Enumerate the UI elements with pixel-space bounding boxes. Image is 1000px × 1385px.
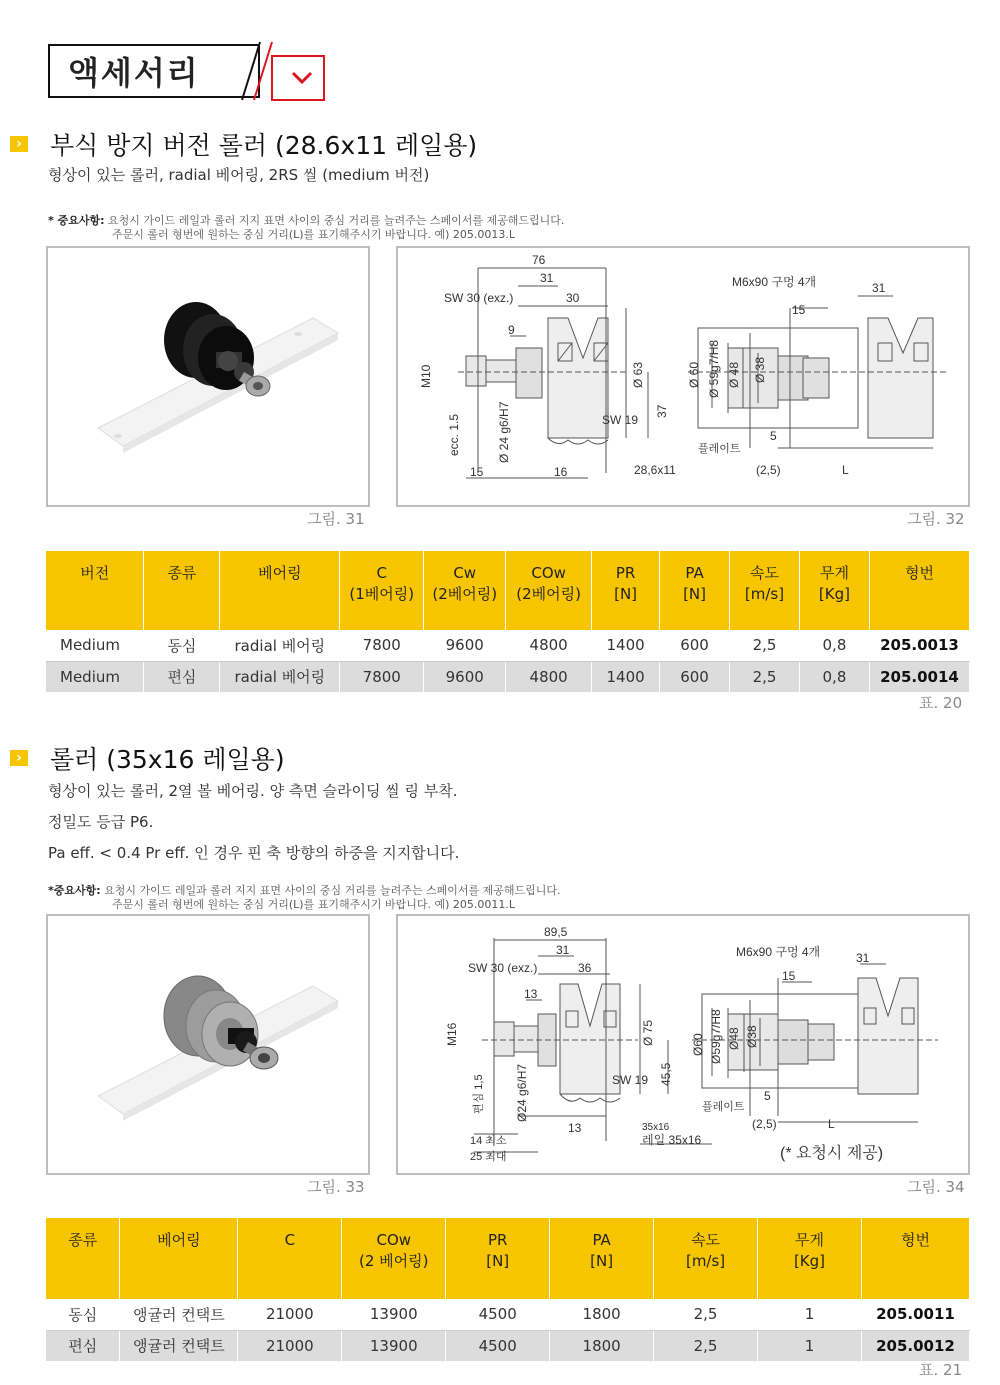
roller-photo-illustration xyxy=(48,916,368,1173)
table-21-caption: 표. 21 xyxy=(919,1361,963,1379)
dim-37: 37 xyxy=(655,404,669,418)
dim-min: 14 최소 xyxy=(470,1135,507,1147)
section-marker-icon: › xyxy=(10,136,28,152)
dim-13b: 13 xyxy=(568,1121,582,1135)
dim-r5: 5 xyxy=(770,429,777,443)
section-1-desc: 형상이 있는 롤러, radial 베어링, 2RS 씰 (medium 버전) xyxy=(48,166,430,184)
page-title: 액세서리 xyxy=(48,44,260,98)
dim-r60: Ø 60 xyxy=(687,361,701,388)
dim-15: 15 xyxy=(470,465,484,479)
table-cell: 2,5 xyxy=(654,1330,758,1361)
table-header-cell: PR [N] xyxy=(592,551,660,630)
table-cell: 21000 xyxy=(238,1299,342,1330)
section-2-note xyxy=(48,884,561,912)
figure-33-caption: 그림. 33 xyxy=(307,1178,365,1196)
table-header-cell: PA [N] xyxy=(660,551,730,630)
dim-r25: (2,5) xyxy=(752,1117,777,1131)
dim-sw19: SW 19 xyxy=(602,413,639,427)
table-header-cell: PR [N] xyxy=(446,1218,550,1299)
table-header-cell: 속도 [m/s] xyxy=(654,1218,758,1299)
table-cell: 앵귤러 컨택트 xyxy=(120,1299,238,1330)
table-cell: 4500 xyxy=(446,1299,550,1330)
dim-13: 13 xyxy=(524,987,538,1001)
note-line: 주문시 롤러 형번에 원하는 중심 거리(L)를 표기해주시기 바랍니다. 예) 205.0011.L xyxy=(112,898,515,911)
section-2-title-row xyxy=(10,740,285,776)
dim-r38: Ø 38 xyxy=(753,356,767,383)
table-cell: 600 xyxy=(660,630,730,661)
dim-76: 76 xyxy=(532,253,546,267)
table-header-cell: 종류 xyxy=(144,551,220,630)
table-cell: 0,8 xyxy=(799,661,869,692)
table-cell: 600 xyxy=(660,661,730,692)
table-cell: 0,8 xyxy=(799,630,869,661)
table-20 xyxy=(46,551,970,692)
dim-max: 25 최대 xyxy=(470,1151,507,1163)
section-2-title: 롤러 (35x16 레일용) xyxy=(50,745,285,774)
request-note: (* 요청시 제공) xyxy=(780,1145,884,1162)
table-cell: 2,5 xyxy=(730,661,800,692)
table-cell: 1800 xyxy=(550,1330,654,1361)
table-cell: 동심 xyxy=(46,1299,120,1330)
dim-16: 16 xyxy=(554,465,568,479)
dim-r5: 5 xyxy=(764,1089,771,1103)
dim-ecc: ecc. 1.5 xyxy=(447,413,461,456)
table-header-row xyxy=(46,551,970,630)
table-header-cell: C (1베어링) xyxy=(340,551,424,630)
table-20-caption: 표. 20 xyxy=(919,694,963,712)
dim-36: 36 xyxy=(578,961,592,975)
table-cell: 9600 xyxy=(424,630,506,661)
section-2-desc xyxy=(48,776,459,869)
section-1-title-row xyxy=(10,126,477,162)
table-cell: 편심 xyxy=(144,661,220,692)
dim-m10: M10 xyxy=(419,364,433,388)
table-header-cell: C xyxy=(238,1218,342,1299)
figure-31-caption: 그림. 31 xyxy=(307,510,365,528)
figure-31-photo xyxy=(46,246,370,507)
section-1-title: 부식 방지 버전 롤러 (28.6x11 레일용) xyxy=(50,131,478,160)
table-cell: 205.0012 xyxy=(861,1330,969,1361)
table-row xyxy=(46,661,970,692)
dim-r31: 31 xyxy=(872,281,886,295)
desc-line: Pa eff. < 0.4 Pr eff. 인 경우 핀 축 방향의 하중을 지지합니다. xyxy=(48,844,460,862)
table-cell: 4500 xyxy=(446,1330,550,1361)
table-cell: 205.0014 xyxy=(869,661,969,692)
dim-89-5: 89,5 xyxy=(544,925,568,939)
desc-line: 정밀도 등급 P6. xyxy=(48,813,154,831)
dim-r60: Ø60 xyxy=(691,1033,705,1056)
section-1-note xyxy=(48,214,564,242)
desc-line: 형상이 있는 롤러, 2열 볼 베어링. 양 측면 슬라이딩 씰 링 부착. xyxy=(48,782,458,800)
figure-34-caption: 그림. 34 xyxy=(907,1178,965,1196)
table-cell: 9600 xyxy=(424,661,506,692)
dim-r15: 15 xyxy=(782,969,796,983)
dim-rail: 28,6x11 xyxy=(634,463,676,477)
table-cell: 동심 xyxy=(144,630,220,661)
dim-9: 9 xyxy=(508,323,515,337)
table-cell: 2,5 xyxy=(730,630,800,661)
note-line: 요청시 가이드 레일과 롤러 지지 표면 사이의 중심 거리를 늘려주는 스페이서를 제공해드립니다. xyxy=(108,214,565,227)
table-cell: 2,5 xyxy=(654,1299,758,1330)
note-label: *중요사항: xyxy=(48,884,101,897)
dim-r15: 15 xyxy=(792,303,806,317)
table-cell: 4800 xyxy=(506,630,592,661)
table-cell: 4800 xyxy=(506,661,592,692)
table-header-cell: 형번 xyxy=(861,1218,969,1299)
figure-33-photo xyxy=(46,914,370,1175)
table-cell: 앵귤러 컨택트 xyxy=(120,1330,238,1361)
figure-34-drawing xyxy=(396,914,970,1175)
dim-L: L xyxy=(842,463,849,477)
table-header-cell: 무게 [Kg] xyxy=(758,1218,862,1299)
table-21 xyxy=(46,1218,970,1361)
dim-sw30: SW 30 (exz.) xyxy=(444,291,514,305)
table-header-cell: 베어링 xyxy=(220,551,340,630)
table-header-cell: PA [N] xyxy=(550,1218,654,1299)
table-cell: 13900 xyxy=(342,1299,446,1330)
dim-sw30: SW 30 (exz.) xyxy=(468,961,538,975)
dim-d24: Ø 24 g6/H7 xyxy=(497,401,511,463)
dim-45-5: 45,5 xyxy=(659,1062,673,1086)
table-header-cell: Cw (2베어링) xyxy=(424,551,506,630)
dim-r48: Ø 48 xyxy=(727,361,741,388)
technical-drawing-32 xyxy=(398,248,968,505)
table-cell: 7800 xyxy=(340,630,424,661)
dim-L: L xyxy=(828,1117,835,1131)
dim-m16: M16 xyxy=(445,1022,459,1046)
roller-photo-illustration xyxy=(48,248,368,505)
dim-r59: Ø 59g7/H8 xyxy=(707,339,721,398)
dim-m6: M6x90 구멍 4개 xyxy=(736,945,821,959)
dim-m6: M6x90 구멍 4개 xyxy=(732,275,817,289)
table-cell: 205.0011 xyxy=(861,1299,969,1330)
dim-31: 31 xyxy=(540,271,554,285)
table-header-cell: 무게 [Kg] xyxy=(799,551,869,630)
table-header-cell: COw (2베어링) xyxy=(506,551,592,630)
table-cell: 7800 xyxy=(340,661,424,692)
table-cell: 1800 xyxy=(550,1299,654,1330)
table-cell: 1 xyxy=(758,1330,862,1361)
table-cell: 편심 xyxy=(46,1330,120,1361)
table-cell: 13900 xyxy=(342,1330,446,1361)
table-header-row xyxy=(46,1218,970,1299)
table-cell: 1400 xyxy=(592,630,660,661)
figure-32-caption: 그림. 32 xyxy=(907,510,965,528)
dim-rail1: 35x16 xyxy=(642,1122,670,1133)
table-row xyxy=(46,1330,970,1361)
dim-plate: 플레이트 xyxy=(698,443,741,455)
technical-drawing-34 xyxy=(398,916,968,1173)
table-cell: 1400 xyxy=(592,661,660,692)
note-line: 요청시 가이드 레일과 롤러 지지 표면 사이의 중심 거리를 늘려주는 스페이서를 제공해드립니다. xyxy=(104,884,561,897)
note-label: * 중요사항: xyxy=(48,214,105,227)
table-cell: radial 베어링 xyxy=(220,661,340,692)
dim-sw19: SW 19 xyxy=(612,1073,649,1087)
table-row xyxy=(46,630,970,661)
dim-r48: Ø48 xyxy=(727,1027,741,1050)
note-line: 주문시 롤러 형번에 원하는 중심 거리(L)를 표기해주시기 바랍니다. 예) 205.0013.L xyxy=(112,228,515,241)
figure-32-drawing xyxy=(396,246,970,507)
table-cell: 205.0013 xyxy=(869,630,969,661)
table-header-cell: 속도 [m/s] xyxy=(730,551,800,630)
dim-d63: Ø 63 xyxy=(631,361,645,388)
table-header-cell: 형번 xyxy=(869,551,969,630)
dim-r38: Ø38 xyxy=(745,1025,759,1048)
table-header-cell: 종류 xyxy=(46,1218,120,1299)
chevron-down-icon[interactable] xyxy=(280,58,324,98)
dim-r59: Ø59g7/H8 xyxy=(709,1009,723,1064)
dim-plate: 플레이트 xyxy=(702,1101,745,1113)
dim-d24: Ø24 g6/H7 xyxy=(515,1063,529,1122)
dim-ecc: 편심 1,5 xyxy=(473,1074,485,1114)
dim-r31: 31 xyxy=(856,951,870,965)
table-row xyxy=(46,1299,970,1330)
table-header-cell: COw (2 베어링) xyxy=(342,1218,446,1299)
table-cell: Medium xyxy=(46,630,144,661)
table-cell: radial 베어링 xyxy=(220,630,340,661)
section-marker-icon: › xyxy=(10,750,28,766)
table-cell: Medium xyxy=(46,661,144,692)
dim-r25: (2,5) xyxy=(756,463,781,477)
dim-rail2: 레일 35x16 xyxy=(642,1133,702,1147)
table-cell: 1 xyxy=(758,1299,862,1330)
dim-d75: Ø 75 xyxy=(641,1019,655,1046)
table-header-cell: 베어링 xyxy=(120,1218,238,1299)
table-header-cell: 버전 xyxy=(46,551,144,630)
dim-30: 30 xyxy=(566,291,580,305)
dim-31: 31 xyxy=(556,943,570,957)
table-cell: 21000 xyxy=(238,1330,342,1361)
